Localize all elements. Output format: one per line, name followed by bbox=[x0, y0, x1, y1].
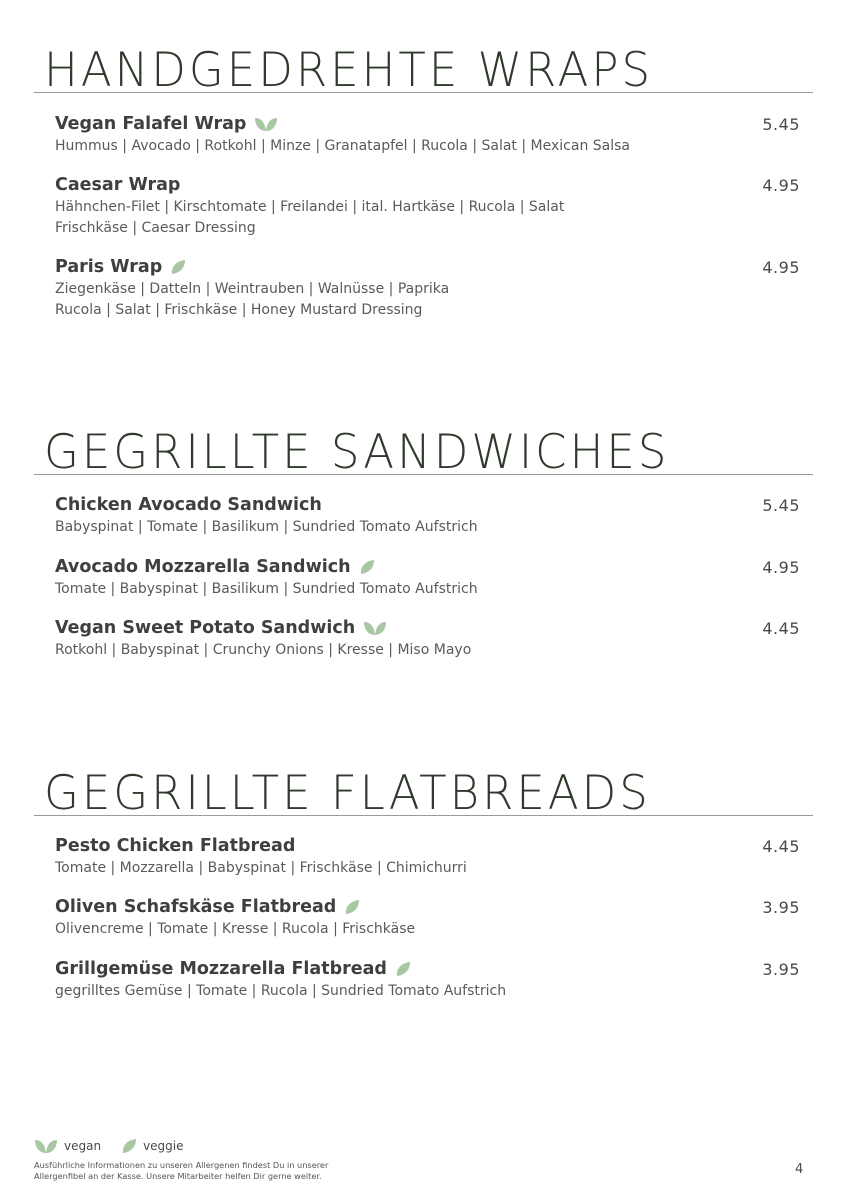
leaf-icon bbox=[359, 559, 375, 575]
legend-vegan-label: vegan bbox=[64, 1139, 102, 1153]
menu-item bbox=[55, 256, 800, 321]
section-divider bbox=[34, 815, 813, 816]
item-name: Chicken Avocado Sandwich bbox=[55, 495, 322, 515]
item-price: 4.95 bbox=[762, 558, 800, 577]
leaf-icon bbox=[344, 899, 360, 915]
item-name: Grillgemüse Mozzarella Flatbread bbox=[55, 959, 387, 979]
vegan-icon bbox=[363, 620, 387, 636]
menu-item bbox=[55, 556, 800, 600]
section-title: GEGRILLTE SANDWICHES bbox=[44, 424, 670, 480]
item-price: 5.45 bbox=[762, 496, 800, 515]
item-name: Vegan Falafel Wrap bbox=[55, 114, 247, 134]
vegan-icon bbox=[254, 116, 278, 132]
section-title: GEGRILLTE FLATBREADS bbox=[44, 765, 651, 821]
allergen-note: Ausführliche Informationen zu unseren Allergenen findest Du in unserer Allergenfibel an der Kasse. Unsere Mitarbeiter helfen Dir gerne weiter. bbox=[34, 1160, 329, 1181]
item-description: Tomate | Mozzarella | Babyspinat | Frischkäse | Chimichurri bbox=[55, 860, 467, 876]
menu-item bbox=[55, 958, 800, 1002]
leaf-icon bbox=[170, 259, 186, 275]
item-price: 4.95 bbox=[762, 258, 800, 277]
menu-item bbox=[55, 617, 800, 661]
item-price: 3.95 bbox=[762, 898, 800, 917]
section-title: HANDGEDREHTE WRAPS bbox=[44, 42, 654, 98]
item-price: 4.45 bbox=[762, 837, 800, 856]
section-divider bbox=[34, 474, 813, 475]
leaf-icon bbox=[395, 961, 411, 977]
item-price: 4.95 bbox=[762, 176, 800, 195]
diet-legend bbox=[34, 1138, 184, 1154]
item-description: Babyspinat | Tomate | Basilikum | Sundried Tomato Aufstrich bbox=[55, 519, 478, 535]
item-price: 4.45 bbox=[762, 619, 800, 638]
menu-item bbox=[55, 494, 800, 538]
section-divider bbox=[34, 92, 813, 93]
item-description: Frischkäse | Caesar Dressing bbox=[55, 220, 256, 236]
menu-item bbox=[55, 896, 800, 940]
leaf-icon bbox=[121, 1138, 137, 1154]
item-description: Hummus | Avocado | Rotkohl | Minze | Granatapfel | Rucola | Salat | Mexican Salsa bbox=[55, 138, 630, 154]
item-price: 3.95 bbox=[762, 960, 800, 979]
item-description: gegrilltes Gemüse | Tomate | Rucola | Sundried Tomato Aufstrich bbox=[55, 983, 507, 999]
item-name: Caesar Wrap bbox=[55, 175, 181, 195]
item-name: Pesto Chicken Flatbread bbox=[55, 836, 296, 856]
item-name: Avocado Mozzarella Sandwich bbox=[55, 557, 351, 577]
item-description: Rotkohl | Babyspinat | Crunchy Onions | Kresse | Miso Mayo bbox=[55, 642, 472, 658]
item-name: Vegan Sweet Potato Sandwich bbox=[55, 618, 356, 638]
item-name: Paris Wrap bbox=[55, 257, 163, 277]
legend-veggie-label: veggie bbox=[143, 1139, 184, 1153]
item-description: Olivencreme | Tomate | Kresse | Rucola | Frischkäse bbox=[55, 921, 416, 937]
item-description: Rucola | Salat | Frischkäse | Honey Mustard Dressing bbox=[55, 302, 423, 318]
menu-item bbox=[55, 835, 800, 879]
item-description: Ziegenkäse | Datteln | Weintrauben | Walnüsse | Paprika bbox=[55, 281, 450, 297]
menu-item bbox=[55, 174, 800, 239]
menu-item bbox=[55, 113, 800, 157]
item-description: Hähnchen-Filet | Kirschtomate | Freilandei | ital. Hartkäse | Rucola | Salat bbox=[55, 199, 565, 215]
page-number: 4 bbox=[795, 1162, 804, 1177]
vegan-icon bbox=[34, 1138, 58, 1154]
item-name: Oliven Schafskäse Flatbread bbox=[55, 897, 337, 917]
item-price: 5.45 bbox=[762, 115, 800, 134]
item-description: Tomate | Babyspinat | Basilikum | Sundried Tomato Aufstrich bbox=[55, 581, 478, 597]
